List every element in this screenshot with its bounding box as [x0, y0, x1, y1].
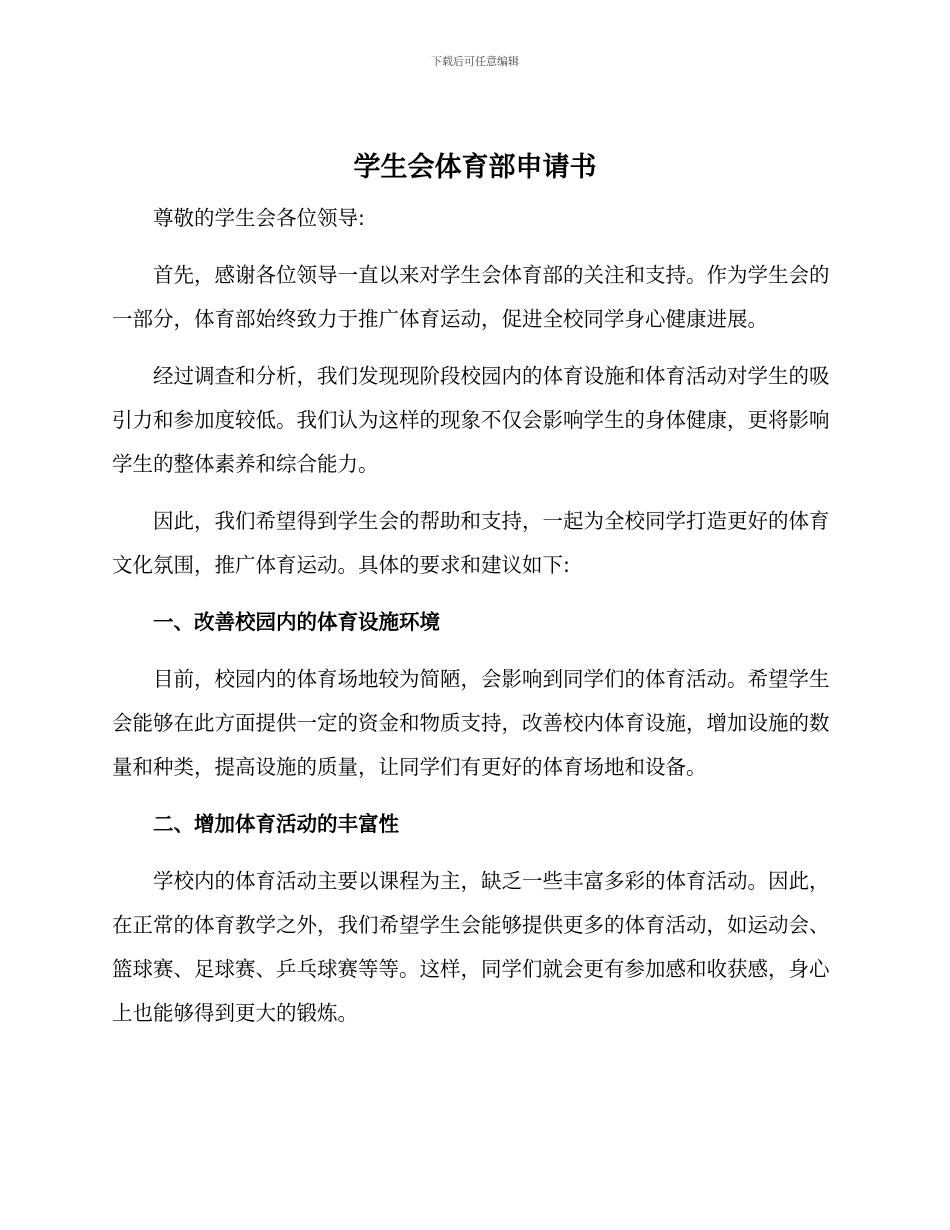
document-body — [112, 196, 834, 1035]
document-title: 学生会体育部申请书 — [353, 152, 597, 183]
section-body-activities: 学校内的体育活动主要以课程为主，缺乏一些丰富多彩的体育活动。因此，在正常的体育教学之外，我们希望学生会能够提供更多的体育活动，如运动会、篮球赛、足球赛、乒乓球赛等等。这样，同学们就会更有参加感和收获感，身心上也能够得到更大的锻炼。 — [112, 869, 830, 1025]
paragraph-request: 因此，我们希望得到学生会的帮助和支持，一起为全校同学打造更好的体育文化氛围，推广体育运动。具体的要求和建议如下: — [112, 509, 830, 577]
salutation: 尊敬的学生会各位领导: — [153, 206, 365, 230]
paragraph-findings: 经过调查和分析，我们发现现阶段校园内的体育设施和体育活动对学生的吸引力和参加度较低。我们认为这样的现象不仅会影响学生的身体健康，更将影响学生的整体素养和综合能力。 — [112, 364, 830, 476]
section-body-facilities: 目前，校园内的体育场地较为简陋，会影响到同学们的体育活动。希望学生会能够在此方面提供一定的资金和物质支持，改善校内体育设施，增加设施的数量和种类，提高设施的质量，让同学们有更好的体育场地和设备。 — [112, 667, 830, 779]
paragraph-intro: 首先，感谢各位领导一直以来对学生会体育部的关注和支持。作为学生会的一部分，体育部始终致力于推广体育运动，促进全校同学身心健康进展。 — [112, 263, 830, 331]
section-heading-activities: 二、增加体育活动的丰富性 — [153, 812, 399, 836]
page-header-note: 下载后可任意编辑 — [431, 55, 519, 68]
section-heading-facilities: 一、改善校园内的体育设施环境 — [153, 610, 440, 634]
